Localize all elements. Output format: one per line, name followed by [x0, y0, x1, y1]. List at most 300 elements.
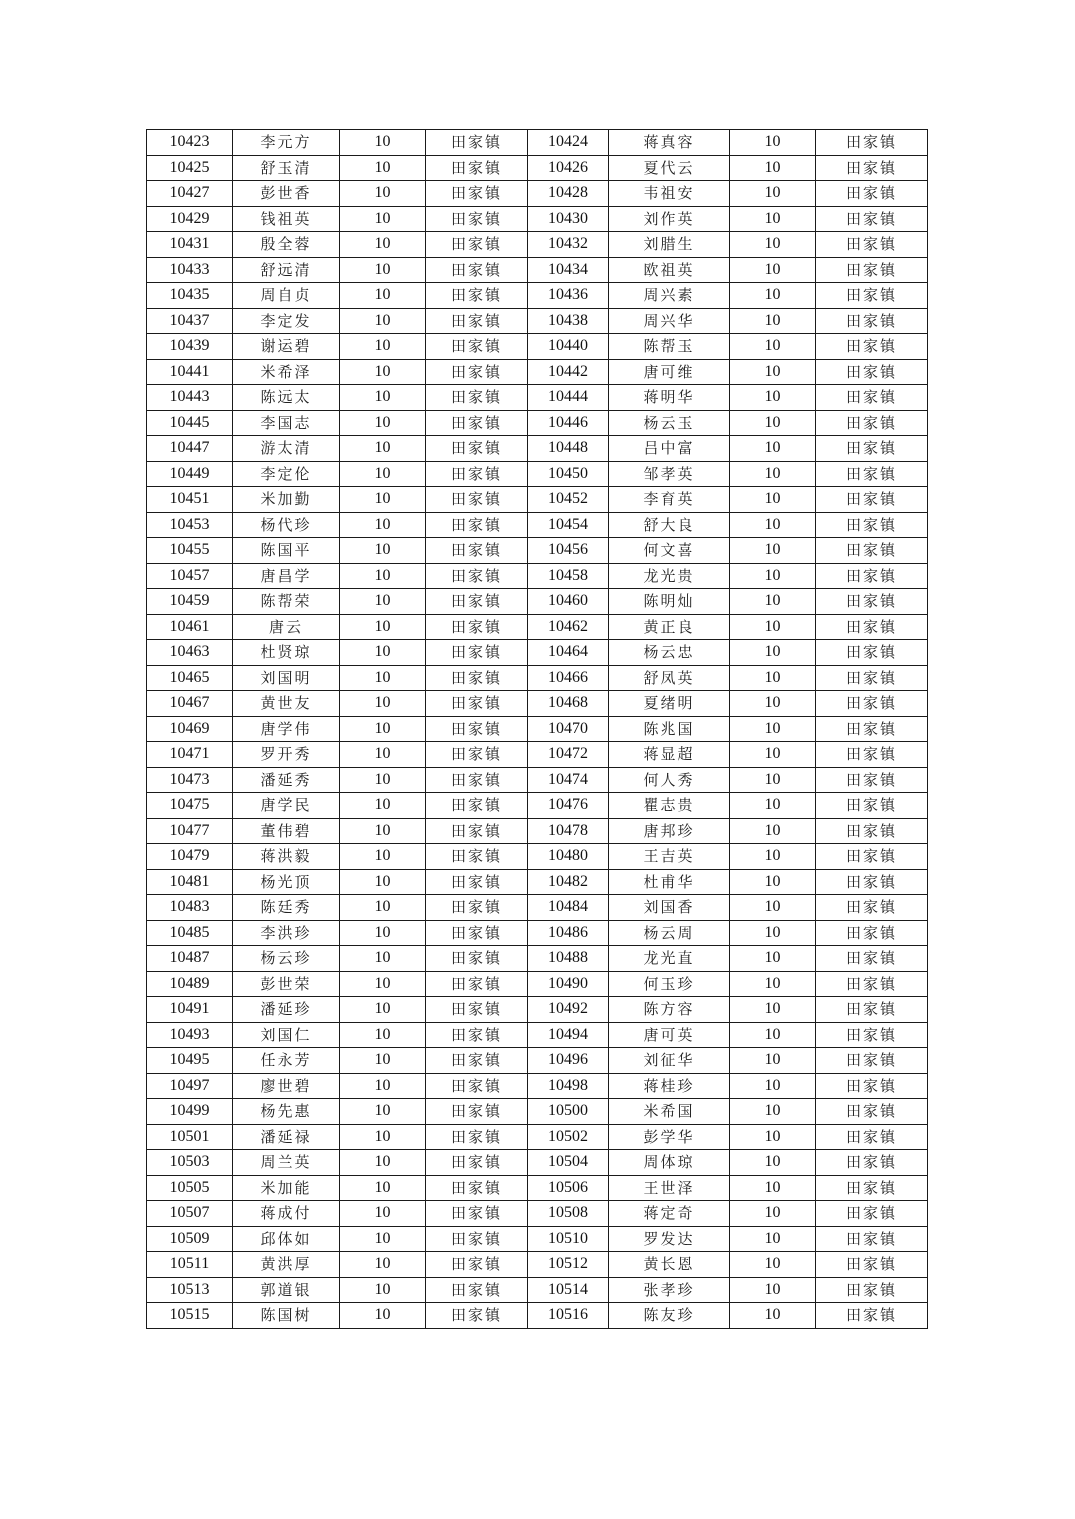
cell-score: 10: [340, 997, 426, 1023]
cell-name: 陈方容: [609, 997, 730, 1023]
cell-name: 李定发: [233, 308, 340, 334]
cell-town: 田家镇: [426, 691, 528, 717]
cell-name: 刘作英: [609, 206, 730, 232]
cell-score: 10: [340, 410, 426, 436]
cell-name: 刘国香: [609, 895, 730, 921]
cell-id: 10450: [528, 461, 609, 487]
cell-id: 10500: [528, 1099, 609, 1125]
cell-id: 10495: [147, 1048, 233, 1074]
cell-score: 10: [340, 920, 426, 946]
cell-name: 周兰英: [233, 1150, 340, 1176]
cell-town: 田家镇: [816, 1277, 928, 1303]
cell-town: 田家镇: [816, 181, 928, 207]
cell-score: 10: [340, 487, 426, 513]
cell-score: 10: [730, 946, 816, 972]
table-row: [147, 946, 928, 972]
table-row: [147, 818, 928, 844]
cell-id: 10427: [147, 181, 233, 207]
cell-town: 田家镇: [426, 155, 528, 181]
cell-name: 罗开秀: [233, 742, 340, 768]
cell-id: 10466: [528, 665, 609, 691]
cell-name: 蒋成付: [233, 1201, 340, 1227]
cell-id: 10505: [147, 1175, 233, 1201]
cell-score: 10: [340, 946, 426, 972]
cell-id: 10508: [528, 1201, 609, 1227]
cell-name: 杨先惠: [233, 1099, 340, 1125]
cell-name: 李育英: [609, 487, 730, 513]
cell-id: 10507: [147, 1201, 233, 1227]
cell-score: 10: [340, 716, 426, 742]
cell-name: 何人秀: [609, 767, 730, 793]
cell-name: 周兴华: [609, 308, 730, 334]
cell-score: 10: [730, 1303, 816, 1329]
cell-score: 10: [730, 920, 816, 946]
table-row: [147, 308, 928, 334]
cell-score: 10: [340, 971, 426, 997]
cell-id: 10438: [528, 308, 609, 334]
cell-name: 唐学伟: [233, 716, 340, 742]
cell-score: 10: [340, 461, 426, 487]
cell-id: 10435: [147, 283, 233, 309]
cell-id: 10510: [528, 1226, 609, 1252]
cell-town: 田家镇: [816, 359, 928, 385]
cell-id: 10425: [147, 155, 233, 181]
cell-score: 10: [340, 869, 426, 895]
cell-town: 田家镇: [816, 742, 928, 768]
cell-name: 何文喜: [609, 538, 730, 564]
cell-score: 10: [340, 359, 426, 385]
cell-score: 10: [340, 1099, 426, 1125]
cell-id: 10484: [528, 895, 609, 921]
cell-name: 廖世碧: [233, 1073, 340, 1099]
cell-name: 龙光贵: [609, 563, 730, 589]
cell-town: 田家镇: [816, 767, 928, 793]
table-row: [147, 691, 928, 717]
cell-id: 10423: [147, 130, 233, 156]
cell-name: 刘国明: [233, 665, 340, 691]
cell-name: 杜甫华: [609, 869, 730, 895]
cell-id: 10449: [147, 461, 233, 487]
cell-score: 10: [730, 334, 816, 360]
cell-town: 田家镇: [426, 436, 528, 462]
cell-name: 彭世香: [233, 181, 340, 207]
cell-score: 10: [730, 869, 816, 895]
cell-town: 田家镇: [816, 563, 928, 589]
table-row: [147, 359, 928, 385]
cell-town: 田家镇: [816, 895, 928, 921]
cell-id: 10431: [147, 232, 233, 258]
cell-id: 10453: [147, 512, 233, 538]
cell-score: 10: [730, 155, 816, 181]
cell-town: 田家镇: [426, 614, 528, 640]
cell-name: 蒋桂珍: [609, 1073, 730, 1099]
cell-name: 周兴素: [609, 283, 730, 309]
cell-name: 谢运碧: [233, 334, 340, 360]
cell-town: 田家镇: [816, 1252, 928, 1278]
cell-town: 田家镇: [816, 283, 928, 309]
cell-town: 田家镇: [426, 1099, 528, 1125]
cell-town: 田家镇: [816, 589, 928, 615]
cell-name: 陈明灿: [609, 589, 730, 615]
table-row: [147, 410, 928, 436]
cell-name: 杨代珍: [233, 512, 340, 538]
cell-id: 10480: [528, 844, 609, 870]
cell-name: 唐可维: [609, 359, 730, 385]
cell-id: 10486: [528, 920, 609, 946]
cell-id: 10455: [147, 538, 233, 564]
cell-score: 10: [340, 206, 426, 232]
cell-id: 10482: [528, 869, 609, 895]
cell-score: 10: [730, 1201, 816, 1227]
cell-town: 田家镇: [816, 920, 928, 946]
cell-score: 10: [730, 1175, 816, 1201]
cell-id: 10462: [528, 614, 609, 640]
cell-score: 10: [730, 614, 816, 640]
cell-name: 杨云玉: [609, 410, 730, 436]
cell-name: 殷全蓉: [233, 232, 340, 258]
cell-id: 10443: [147, 385, 233, 411]
cell-town: 田家镇: [426, 640, 528, 666]
cell-id: 10441: [147, 359, 233, 385]
cell-name: 陈友珍: [609, 1303, 730, 1329]
cell-name: 杨云周: [609, 920, 730, 946]
cell-town: 田家镇: [426, 844, 528, 870]
cell-name: 游太清: [233, 436, 340, 462]
cell-town: 田家镇: [426, 512, 528, 538]
cell-id: 10502: [528, 1124, 609, 1150]
cell-id: 10487: [147, 946, 233, 972]
cell-id: 10433: [147, 257, 233, 283]
cell-name: 陈国平: [233, 538, 340, 564]
table-row: [147, 436, 928, 462]
cell-id: 10454: [528, 512, 609, 538]
cell-score: 10: [340, 1048, 426, 1074]
cell-id: 10476: [528, 793, 609, 819]
cell-town: 田家镇: [426, 232, 528, 258]
cell-name: 董伟碧: [233, 818, 340, 844]
cell-town: 田家镇: [426, 895, 528, 921]
cell-id: 10477: [147, 818, 233, 844]
cell-town: 田家镇: [426, 538, 528, 564]
cell-id: 10506: [528, 1175, 609, 1201]
cell-name: 龙光直: [609, 946, 730, 972]
cell-id: 10437: [147, 308, 233, 334]
cell-town: 田家镇: [426, 1277, 528, 1303]
cell-score: 10: [340, 640, 426, 666]
cell-id: 10498: [528, 1073, 609, 1099]
cell-id: 10488: [528, 946, 609, 972]
cell-score: 10: [340, 1303, 426, 1329]
cell-score: 10: [730, 563, 816, 589]
cell-town: 田家镇: [426, 257, 528, 283]
cell-name: 夏绪明: [609, 691, 730, 717]
cell-name: 李定伦: [233, 461, 340, 487]
roster-table: [146, 129, 928, 1329]
cell-id: 10424: [528, 130, 609, 156]
cell-name: 任永芳: [233, 1048, 340, 1074]
cell-id: 10470: [528, 716, 609, 742]
cell-score: 10: [340, 818, 426, 844]
cell-town: 田家镇: [426, 971, 528, 997]
cell-id: 10514: [528, 1277, 609, 1303]
table-row: [147, 512, 928, 538]
table-row: [147, 971, 928, 997]
cell-id: 10469: [147, 716, 233, 742]
cell-id: 10483: [147, 895, 233, 921]
cell-score: 10: [730, 1124, 816, 1150]
cell-name: 米加勤: [233, 487, 340, 513]
cell-town: 田家镇: [426, 920, 528, 946]
cell-score: 10: [730, 1048, 816, 1074]
table-row: [147, 716, 928, 742]
cell-score: 10: [730, 691, 816, 717]
cell-name: 舒远清: [233, 257, 340, 283]
cell-score: 10: [340, 665, 426, 691]
cell-name: 刘国仁: [233, 1022, 340, 1048]
cell-score: 10: [340, 589, 426, 615]
cell-name: 唐学民: [233, 793, 340, 819]
cell-name: 吕中富: [609, 436, 730, 462]
cell-score: 10: [340, 742, 426, 768]
cell-town: 田家镇: [426, 130, 528, 156]
table-row: [147, 1175, 928, 1201]
cell-id: 10445: [147, 410, 233, 436]
cell-town: 田家镇: [426, 793, 528, 819]
cell-id: 10474: [528, 767, 609, 793]
cell-score: 10: [340, 232, 426, 258]
cell-town: 田家镇: [816, 1048, 928, 1074]
cell-name: 潘延珍: [233, 997, 340, 1023]
cell-town: 田家镇: [426, 1175, 528, 1201]
roster-body: [147, 130, 928, 1329]
cell-name: 黄世友: [233, 691, 340, 717]
cell-id: 10444: [528, 385, 609, 411]
cell-score: 10: [340, 436, 426, 462]
cell-id: 10463: [147, 640, 233, 666]
cell-name: 黄洪厚: [233, 1252, 340, 1278]
cell-id: 10501: [147, 1124, 233, 1150]
cell-id: 10448: [528, 436, 609, 462]
cell-score: 10: [730, 206, 816, 232]
cell-name: 唐昌学: [233, 563, 340, 589]
cell-town: 田家镇: [816, 436, 928, 462]
cell-town: 田家镇: [426, 767, 528, 793]
cell-town: 田家镇: [426, 487, 528, 513]
cell-name: 舒大良: [609, 512, 730, 538]
cell-name: 蒋洪毅: [233, 844, 340, 870]
cell-score: 10: [730, 385, 816, 411]
cell-town: 田家镇: [816, 1022, 928, 1048]
cell-name: 王吉英: [609, 844, 730, 870]
table-row: [147, 640, 928, 666]
cell-town: 田家镇: [816, 971, 928, 997]
cell-name: 郭道银: [233, 1277, 340, 1303]
cell-name: 米加能: [233, 1175, 340, 1201]
cell-id: 10452: [528, 487, 609, 513]
cell-name: 舒玉清: [233, 155, 340, 181]
table-row: [147, 130, 928, 156]
cell-score: 10: [730, 640, 816, 666]
table-row: [147, 997, 928, 1023]
table-row: [147, 1303, 928, 1329]
table-row: [147, 869, 928, 895]
cell-id: 10464: [528, 640, 609, 666]
cell-name: 潘延禄: [233, 1124, 340, 1150]
cell-name: 罗发达: [609, 1226, 730, 1252]
cell-town: 田家镇: [816, 665, 928, 691]
cell-id: 10428: [528, 181, 609, 207]
cell-town: 田家镇: [816, 206, 928, 232]
cell-id: 10473: [147, 767, 233, 793]
cell-score: 10: [340, 512, 426, 538]
table-row: [147, 895, 928, 921]
cell-id: 10496: [528, 1048, 609, 1074]
cell-name: 李国志: [233, 410, 340, 436]
cell-name: 周体琼: [609, 1150, 730, 1176]
cell-town: 田家镇: [426, 946, 528, 972]
cell-town: 田家镇: [816, 155, 928, 181]
cell-town: 田家镇: [816, 997, 928, 1023]
cell-town: 田家镇: [426, 1226, 528, 1252]
cell-id: 10434: [528, 257, 609, 283]
cell-name: 米希泽: [233, 359, 340, 385]
cell-score: 10: [730, 308, 816, 334]
cell-town: 田家镇: [816, 130, 928, 156]
cell-name: 杜贤琼: [233, 640, 340, 666]
cell-score: 10: [730, 181, 816, 207]
cell-name: 蒋显超: [609, 742, 730, 768]
cell-name: 陈帮玉: [609, 334, 730, 360]
cell-town: 田家镇: [426, 1252, 528, 1278]
cell-town: 田家镇: [816, 1201, 928, 1227]
cell-id: 10457: [147, 563, 233, 589]
table-row: [147, 487, 928, 513]
cell-score: 10: [730, 130, 816, 156]
table-row: [147, 181, 928, 207]
table-row: [147, 232, 928, 258]
cell-name: 黄长恩: [609, 1252, 730, 1278]
table-row: [147, 614, 928, 640]
table-row: [147, 385, 928, 411]
cell-town: 田家镇: [816, 385, 928, 411]
table-row: [147, 1099, 928, 1125]
cell-score: 10: [730, 818, 816, 844]
cell-town: 田家镇: [426, 1124, 528, 1150]
cell-score: 10: [340, 895, 426, 921]
cell-town: 田家镇: [426, 563, 528, 589]
cell-score: 10: [730, 589, 816, 615]
cell-id: 10440: [528, 334, 609, 360]
cell-town: 田家镇: [426, 1303, 528, 1329]
cell-id: 10515: [147, 1303, 233, 1329]
cell-score: 10: [730, 1099, 816, 1125]
cell-id: 10489: [147, 971, 233, 997]
table-row: [147, 1150, 928, 1176]
table-row: [147, 665, 928, 691]
cell-town: 田家镇: [426, 869, 528, 895]
cell-score: 10: [730, 716, 816, 742]
cell-id: 10475: [147, 793, 233, 819]
cell-town: 田家镇: [816, 1124, 928, 1150]
table-row: [147, 257, 928, 283]
cell-name: 王世泽: [609, 1175, 730, 1201]
cell-town: 田家镇: [426, 1201, 528, 1227]
cell-score: 10: [730, 283, 816, 309]
cell-town: 田家镇: [426, 997, 528, 1023]
cell-score: 10: [730, 1073, 816, 1099]
cell-town: 田家镇: [816, 1099, 928, 1125]
table-row: [147, 1073, 928, 1099]
cell-name: 周自贞: [233, 283, 340, 309]
cell-id: 10516: [528, 1303, 609, 1329]
cell-town: 田家镇: [816, 512, 928, 538]
cell-name: 杨云珍: [233, 946, 340, 972]
cell-score: 10: [730, 1226, 816, 1252]
cell-name: 杨光顶: [233, 869, 340, 895]
cell-town: 田家镇: [816, 1226, 928, 1252]
cell-score: 10: [340, 691, 426, 717]
cell-town: 田家镇: [426, 1150, 528, 1176]
table-row: [147, 1048, 928, 1074]
cell-name: 蒋真容: [609, 130, 730, 156]
cell-town: 田家镇: [816, 257, 928, 283]
cell-id: 10509: [147, 1226, 233, 1252]
cell-id: 10456: [528, 538, 609, 564]
table-row: [147, 1226, 928, 1252]
cell-score: 10: [730, 538, 816, 564]
table-row: [147, 1201, 928, 1227]
cell-id: 10479: [147, 844, 233, 870]
cell-id: 10499: [147, 1099, 233, 1125]
cell-id: 10430: [528, 206, 609, 232]
cell-score: 10: [730, 1252, 816, 1278]
cell-town: 田家镇: [816, 716, 928, 742]
cell-name: 陈兆国: [609, 716, 730, 742]
cell-id: 10472: [528, 742, 609, 768]
cell-town: 田家镇: [426, 206, 528, 232]
cell-name: 彭学华: [609, 1124, 730, 1150]
cell-town: 田家镇: [816, 869, 928, 895]
cell-name: 陈远太: [233, 385, 340, 411]
cell-score: 10: [340, 1252, 426, 1278]
cell-town: 田家镇: [426, 818, 528, 844]
cell-id: 10439: [147, 334, 233, 360]
table-row: [147, 538, 928, 564]
cell-id: 10481: [147, 869, 233, 895]
table-row: [147, 334, 928, 360]
cell-town: 田家镇: [426, 589, 528, 615]
cell-town: 田家镇: [816, 334, 928, 360]
table-row: [147, 563, 928, 589]
cell-score: 10: [340, 538, 426, 564]
cell-town: 田家镇: [816, 1150, 928, 1176]
cell-town: 田家镇: [816, 640, 928, 666]
cell-town: 田家镇: [426, 1073, 528, 1099]
cell-score: 10: [340, 308, 426, 334]
cell-score: 10: [730, 1277, 816, 1303]
cell-score: 10: [730, 665, 816, 691]
cell-score: 10: [340, 563, 426, 589]
cell-score: 10: [730, 461, 816, 487]
cell-town: 田家镇: [816, 946, 928, 972]
cell-score: 10: [340, 1150, 426, 1176]
cell-name: 陈帮荣: [233, 589, 340, 615]
cell-town: 田家镇: [426, 742, 528, 768]
cell-id: 10459: [147, 589, 233, 615]
cell-id: 10513: [147, 1277, 233, 1303]
cell-id: 10442: [528, 359, 609, 385]
table-row: [147, 589, 928, 615]
